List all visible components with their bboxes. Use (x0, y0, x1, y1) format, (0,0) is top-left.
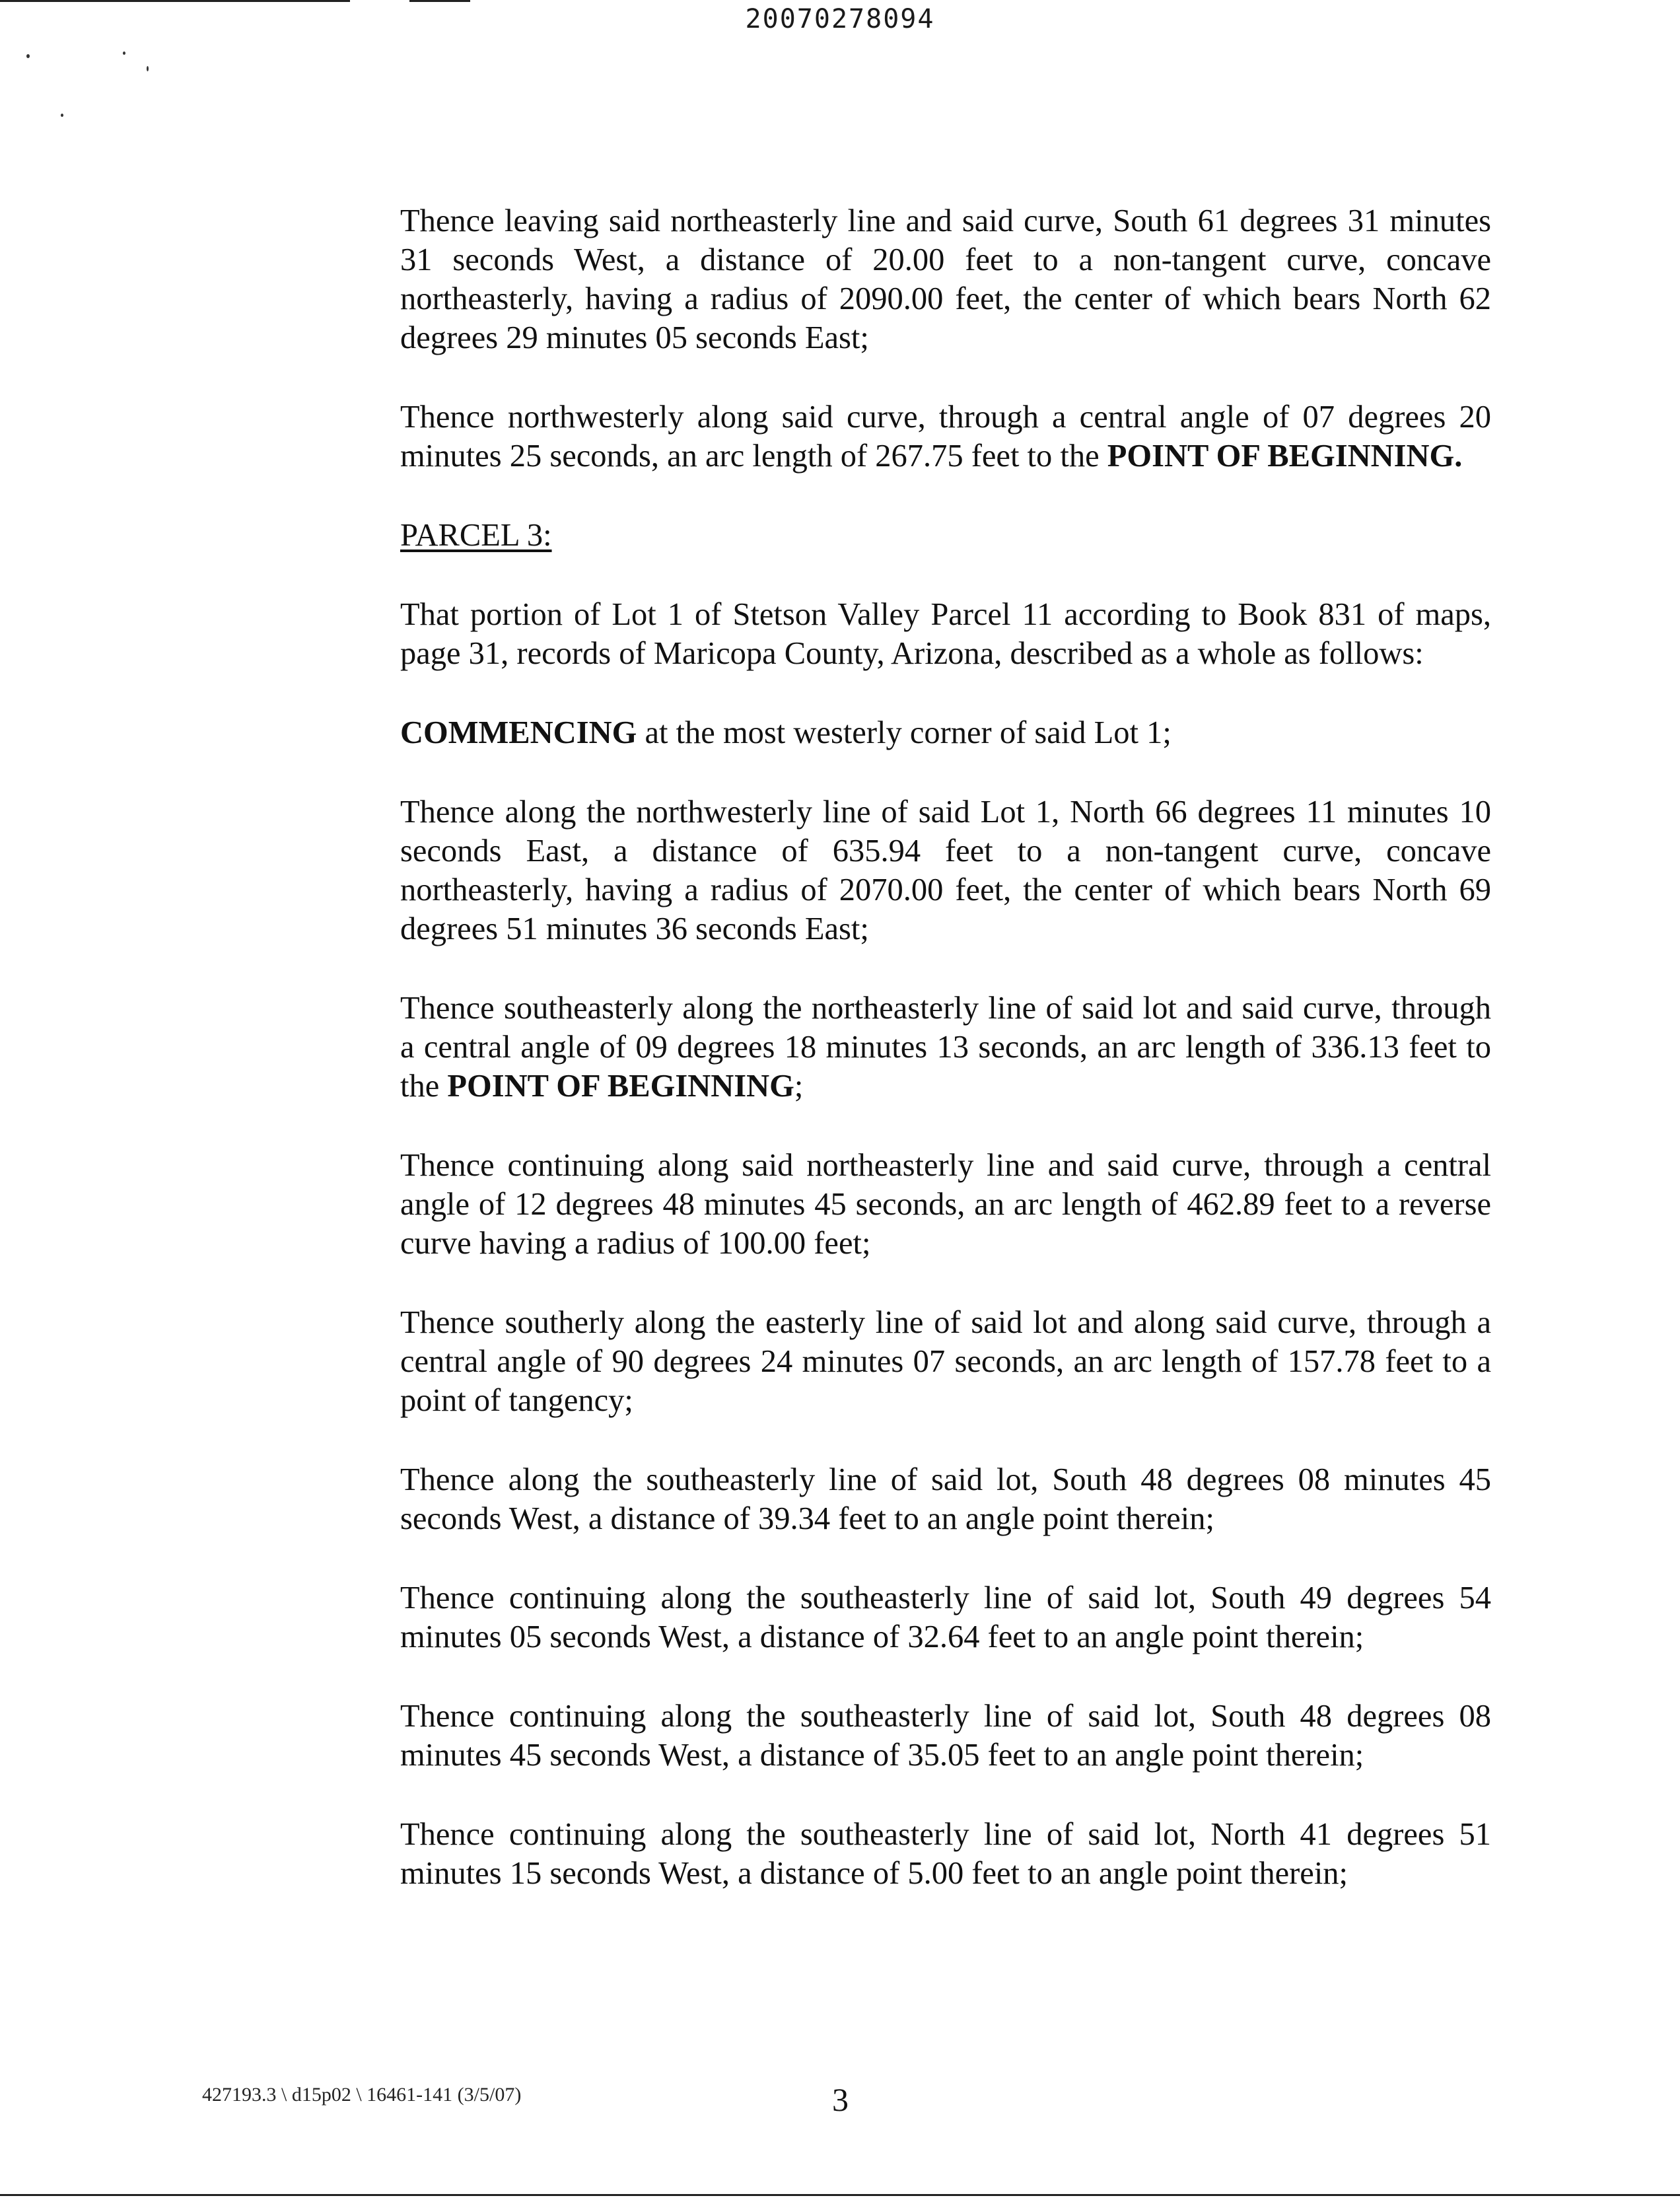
text-run: Thence along the northwesterly line of said Lot 1, North 66 degrees 11 minutes 10 seconds East, a distance of 635.94 feet to a non-tangent curve, concave northeasterly, having a radius of 2070.00 feet, the center of which bears North 69 degrees 51 minutes 36 seconds East; (400, 795, 1491, 946)
text-run: at the most westerly corner of said Lot 1; (637, 715, 1172, 750)
bottom-scan-rule (0, 2194, 1680, 2196)
scan-speck (147, 66, 149, 71)
scan-speck (26, 54, 30, 58)
paragraph (400, 1303, 1491, 1420)
paragraph (400, 1697, 1491, 1775)
text-run: Thence continuing along the southeasterly line of said lot, South 48 degrees 08 minutes 45 seconds West, a distance of 35.05 feet to an angle point therein; (400, 1699, 1491, 1773)
paragraph (400, 1146, 1491, 1263)
paragraph (400, 989, 1491, 1106)
paragraph (400, 1460, 1491, 1538)
text-run: ; (794, 1069, 804, 1104)
top-scan-rule-right (409, 0, 470, 2)
page-number: 3 (832, 2081, 849, 2118)
bold-phrase: COMMENCING (400, 715, 637, 750)
bold-phrase: POINT OF BEGINNING (447, 1069, 794, 1104)
text-run: Thence southeasterly along the northeasterly line of said lot and said curve, through a central angle of 09 degrees 18 minutes 13 seconds, an arc length of 336.13 feet to the (400, 991, 1491, 1104)
text-run: Thence leaving said northeasterly line and said curve, South 61 degrees 31 minutes 31 seconds West, a distance of 20.00 feet to a non-tangent curve, concave northeasterly, having a radius of 2090.00 feet, the center of which bears North 62 degrees 29 minutes 05 seconds East; (400, 203, 1491, 355)
paragraph (400, 595, 1491, 673)
section-heading (400, 516, 1491, 555)
legal-description-body (400, 201, 1491, 1933)
text-run: Thence continuing along the southeasterly line of said lot, South 49 degrees 54 minutes 05 seconds West, a distance of 32.64 feet to an angle point therein; (400, 1580, 1491, 1654)
paragraph (400, 201, 1491, 357)
file-reference: 427193.3 \ d15p02 \ 16461-141 (3/5/07) (202, 2084, 522, 2106)
paragraph (400, 713, 1491, 752)
top-scan-rule-left (0, 0, 350, 2)
paragraph (400, 1815, 1491, 1893)
text-run: Thence continuing along the southeasterly line of said lot, North 41 degrees 51 minutes 15 seconds West, a distance of 5.00 feet to an angle point therein; (400, 1817, 1491, 1891)
text-run: Thence southerly along the easterly line of said lot and along said curve, through a central angle of 90 degrees 24 minutes 07 seconds, an arc length of 157.78 feet to a point of tangency; (400, 1305, 1491, 1418)
paragraph (400, 398, 1491, 476)
text-run: Thence continuing along said northeasterly line and said curve, through a central angle of 12 degrees 48 minutes 45 seconds, an arc length of 462.89 feet to a reverse curve having a radius of 100.00 feet; (400, 1148, 1491, 1261)
recording-number: 20070278094 (745, 4, 935, 34)
bold-phrase: POINT OF BEGINNING. (1107, 439, 1463, 474)
text-run: PARCEL 3: (400, 518, 552, 553)
scan-speck (123, 52, 125, 55)
text-run: Thence northwesterly along said curve, through a central angle of 07 degrees 20 minutes 25 seconds, an arc length of 267.75 feet to the (400, 400, 1491, 474)
scan-speck (61, 114, 63, 117)
text-run: Thence along the southeasterly line of said lot, South 48 degrees 08 minutes 45 seconds West, a distance of 39.34 feet to an angle point therein; (400, 1462, 1491, 1536)
text-run: That portion of Lot 1 of Stetson Valley Parcel 11 according to Book 831 of maps, page 31, records of Maricopa County, Arizona, described as a whole as follows: (400, 597, 1491, 671)
paragraph (400, 793, 1491, 948)
paragraph (400, 1578, 1491, 1656)
